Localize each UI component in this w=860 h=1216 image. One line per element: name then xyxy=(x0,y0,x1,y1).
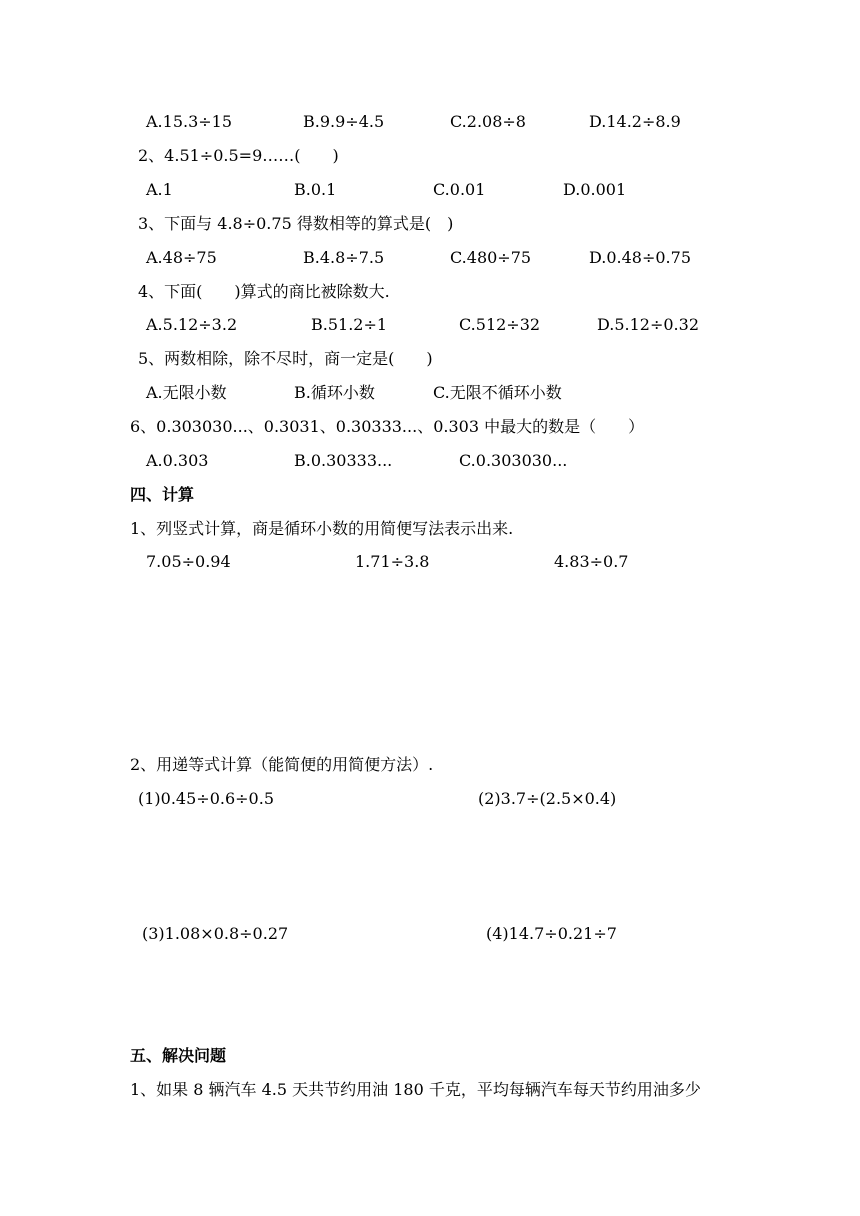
option-d: D.5.12÷0.32 xyxy=(597,315,699,334)
calc-item: (2)3.7÷(2.5×0.4) xyxy=(478,789,617,808)
option-a: A.0.303 xyxy=(146,451,209,470)
option-d: D.0.48÷0.75 xyxy=(589,248,691,267)
calc-item: 7.05÷0.94 xyxy=(146,552,231,571)
question-3-stem: 3、下面与 4.8÷0.75 得数相等的算式是( ) xyxy=(138,214,454,233)
question-4-stem: 4、下面( )算式的商比被除数大. xyxy=(138,282,390,301)
option-a: A.无限小数 xyxy=(146,383,227,402)
option-c: C.无限不循环小数 xyxy=(433,383,562,402)
option-b: B.51.2÷1 xyxy=(311,315,388,334)
option-a: A.5.12÷3.2 xyxy=(146,315,238,334)
option-a: A.48÷75 xyxy=(146,248,217,267)
option-b: B.4.8÷7.5 xyxy=(303,248,385,267)
option-b: B.9.9÷4.5 xyxy=(303,112,385,131)
option-c: C.0.01 xyxy=(433,180,486,199)
section-5-problem-1: 1、如果 8 辆汽车 4.5 天共节约用油 180 千克，平均每辆汽车每天节约用油多少 xyxy=(130,1080,701,1099)
calc-item: 1.71÷3.8 xyxy=(355,552,430,571)
option-d: D.14.2÷8.9 xyxy=(589,112,681,131)
calc-item: 4.83÷0.7 xyxy=(554,552,629,571)
option-c: C.480÷75 xyxy=(450,248,532,267)
option-c: C.512÷32 xyxy=(459,315,541,334)
option-a: A.15.3÷15 xyxy=(146,112,233,131)
question-6-stem: 6、0.303030...、0.3031、0.30333...、0.303 中最大的数是（ ） xyxy=(130,417,645,436)
calc-item: (1)0.45÷0.6÷0.5 xyxy=(138,789,274,808)
option-c: C.0.303030... xyxy=(459,451,568,470)
option-b: B.循环小数 xyxy=(294,383,375,402)
calc-item: (4)14.7÷0.21÷7 xyxy=(486,924,617,943)
option-c: C.2.08÷8 xyxy=(450,112,526,131)
calc-item: (3)1.08×0.8÷0.27 xyxy=(142,924,289,943)
section-4-problem-1: 1、列竖式计算，商是循环小数的用简便写法表示出来. xyxy=(130,519,514,538)
section-5-heading: 五、解决问题 xyxy=(130,1046,227,1065)
question-2-stem: 2、4.51÷0.5=9……( ) xyxy=(138,146,339,165)
option-b: B.0.30333... xyxy=(294,451,393,470)
option-d: D.0.001 xyxy=(563,180,627,199)
option-a: A.1 xyxy=(146,180,173,199)
option-b: B.0.1 xyxy=(294,180,337,199)
section-4-heading: 四、计算 xyxy=(130,485,195,504)
question-5-stem: 5、两数相除，除不尽时，商一定是( ) xyxy=(138,349,433,368)
section-4-problem-2: 2、用递等式计算（能简便的用简便方法）. xyxy=(130,755,434,774)
